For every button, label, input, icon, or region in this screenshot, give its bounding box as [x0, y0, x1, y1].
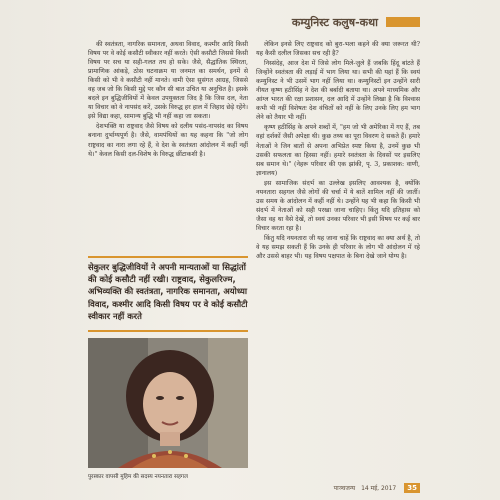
right-paragraph: लेकिन इनसे लिए राष्ट्रवाद को बुरा-भला कहने की क्या जरूरत थी? यह कैसी दलील जिसका सच रही है?	[256, 41, 420, 58]
pull-quote: सेकुलर बुद्धिजीवियों ने अपनी मान्यताओं या सिद्धांतों की कोई कसौटी नहीं रखी। राष्ट्रवाद, सेकुलरिज्म, अभिव्यक्ति की स्वतंत्रता, नागरिक समानता, अयोध्या विवाद, कश्मीर आदि किसी विषय पर वे कोई कसौटी स्वीकार नहीं करते	[88, 256, 248, 332]
section-header	[80, 10, 420, 34]
page-number: 35	[404, 483, 420, 493]
right-column	[256, 40, 420, 478]
header-accent-bar	[386, 17, 420, 27]
issue-date: 14 मई, 2017	[361, 485, 397, 492]
right-paragraph: निस्संदेह, आज देश में जिसे लोग मिले-जुले हैं जबकि हिंदू बांटते हैं जिन्होंने स्वतंत्रता की लड़ाई में भाग लिया था। सभी की यहां हैं कि स्वयं कम्युनिस्ट ने भी उसमें भाग नहीं लिया था। कम्युनिस्टों इन उन्होंने सारी नीयत कृष्ण हठीसिंह ने देश की बर्बादी बताया था। अपने माध्यमिक और आंग्ल भारत की रक्षा प्रशासन, दल आदि में उन्होंने लिखा है कि विश्वास कभी भी नहीं विशेषतः देश वंचितों को नहीं के लिए उनके लिए हम भाग लेने को तैयार भी नहीं।	[256, 60, 420, 122]
section-title: कम्युनिस्ट कलुष-कथा	[291, 15, 378, 29]
right-paragraph: इस सामाजिक संदर्भ का उल्लेख इसलिए आवश्यक है, क्योंकि नयनतारा सहगल जैसे लोगों की चर्चा में ये बातें शामिल नहीं की जातीं। उस समय के आंदोलन में कहीं नहीं थे। उन्होंने यह भी कहा कि किसी भी संदर्भ में नेताओं को सही परखा जाना चाहिए। किंतु यदि इतिहास को जैसा वह था वैसे देखें, तो स्वयं उनका परिवार भी इसी विषय पर कई बार विचार करता रहा है।	[256, 179, 420, 232]
portrait-photo	[88, 338, 248, 468]
magazine-name: पाञ्चजन्य	[333, 485, 356, 492]
left-paragraph: की स्वतंत्रता, नागरिक समानता, अथवा विवाद, कश्मीर आदि किसी विषय पर वे कोई कसौटी स्वीकार नहीं करते। ऐसी कसौटी जिससे किसी विषय पर सच या सही-गलत तय हो सके। जैसे, सैद्धांतिक स्थिरता, प्रामाणिक आंकड़े, ठोस घटनाक्रम या जनमत का समर्थन, इनमें से किसी को भी वे कसौटी नहीं मानते। वामी ऐसा सुसंगत आग्रह, जिससे वह जब जो कि किसी मुद्दे पर कौन सी बात उचित या अनुचित है। इसके बदले इन बुद्धिजीवियों में केवल उपयुक्तता जिद है कि जिस दल, नेता या विचार को वे नापसंद करें, उसके विरुद्ध हर हाल में जिहाद छेड़े रहेंगे। इसे विद्या कहा, सामान्य बुद्धि भी नहीं कहा जा सकता।	[88, 41, 248, 121]
right-paragraph: किंतु यदि नयनतारा जी यह जाना चाहें कि राष्ट्रवाद का क्या अर्थ है, तो वे यह समझ सकती हैं कि उनके ही परिवार के लोग भी आंदोलन में रहे और उससे बाहर भी। यह विषय पक्षपात के बिना देखे जाने योग्य है।	[256, 234, 420, 261]
left-column	[88, 40, 248, 252]
photo-caption: पुरस्कार वापसी मुहिम की सदस्य नयनतारा सहगल	[88, 474, 188, 480]
page-footer	[256, 482, 420, 494]
left-paragraph: देशभक्ति या राष्ट्रवाद जैसे विषय को दलीय पसंद-नापसंद का विषय बनाना दुर्भाग्यपूर्ण है। जैसे, वामपंथियों का यह कहना कि "जो लोग राष्ट्रवाद का नारा लगा रहे हैं, वे देश के स्वतंत्रता आंदोलन में कहीं नहीं थे।" केवल किसी दल-विशेष के विरुद्ध छींटाकशी है।	[88, 123, 248, 158]
portrait-image	[88, 338, 248, 468]
right-paragraph: कृष्ण हठीसिंह के अपने शब्दों में, "हम जो भी अमेरिका में गए हैं, तब वहां दर्शकों जैसी अपेक्षा थी। कुछ तथ्य का पूरा विवरण दे सकते हैं। हमारे नेताओं ने जिन बातों से अपना अभिप्रेत स्पष्ट किया है, उनमें कुछ भी उसकी सफलता का हिस्सा नहीं। हमारे स्वतंत्रता के दिवसों पर इसलिए सब समान थे।" (नेहरू परिवार की एक झांकी, पृ. 3, प्रकाशक: वाणी, ज्ञानालय)	[256, 124, 420, 177]
